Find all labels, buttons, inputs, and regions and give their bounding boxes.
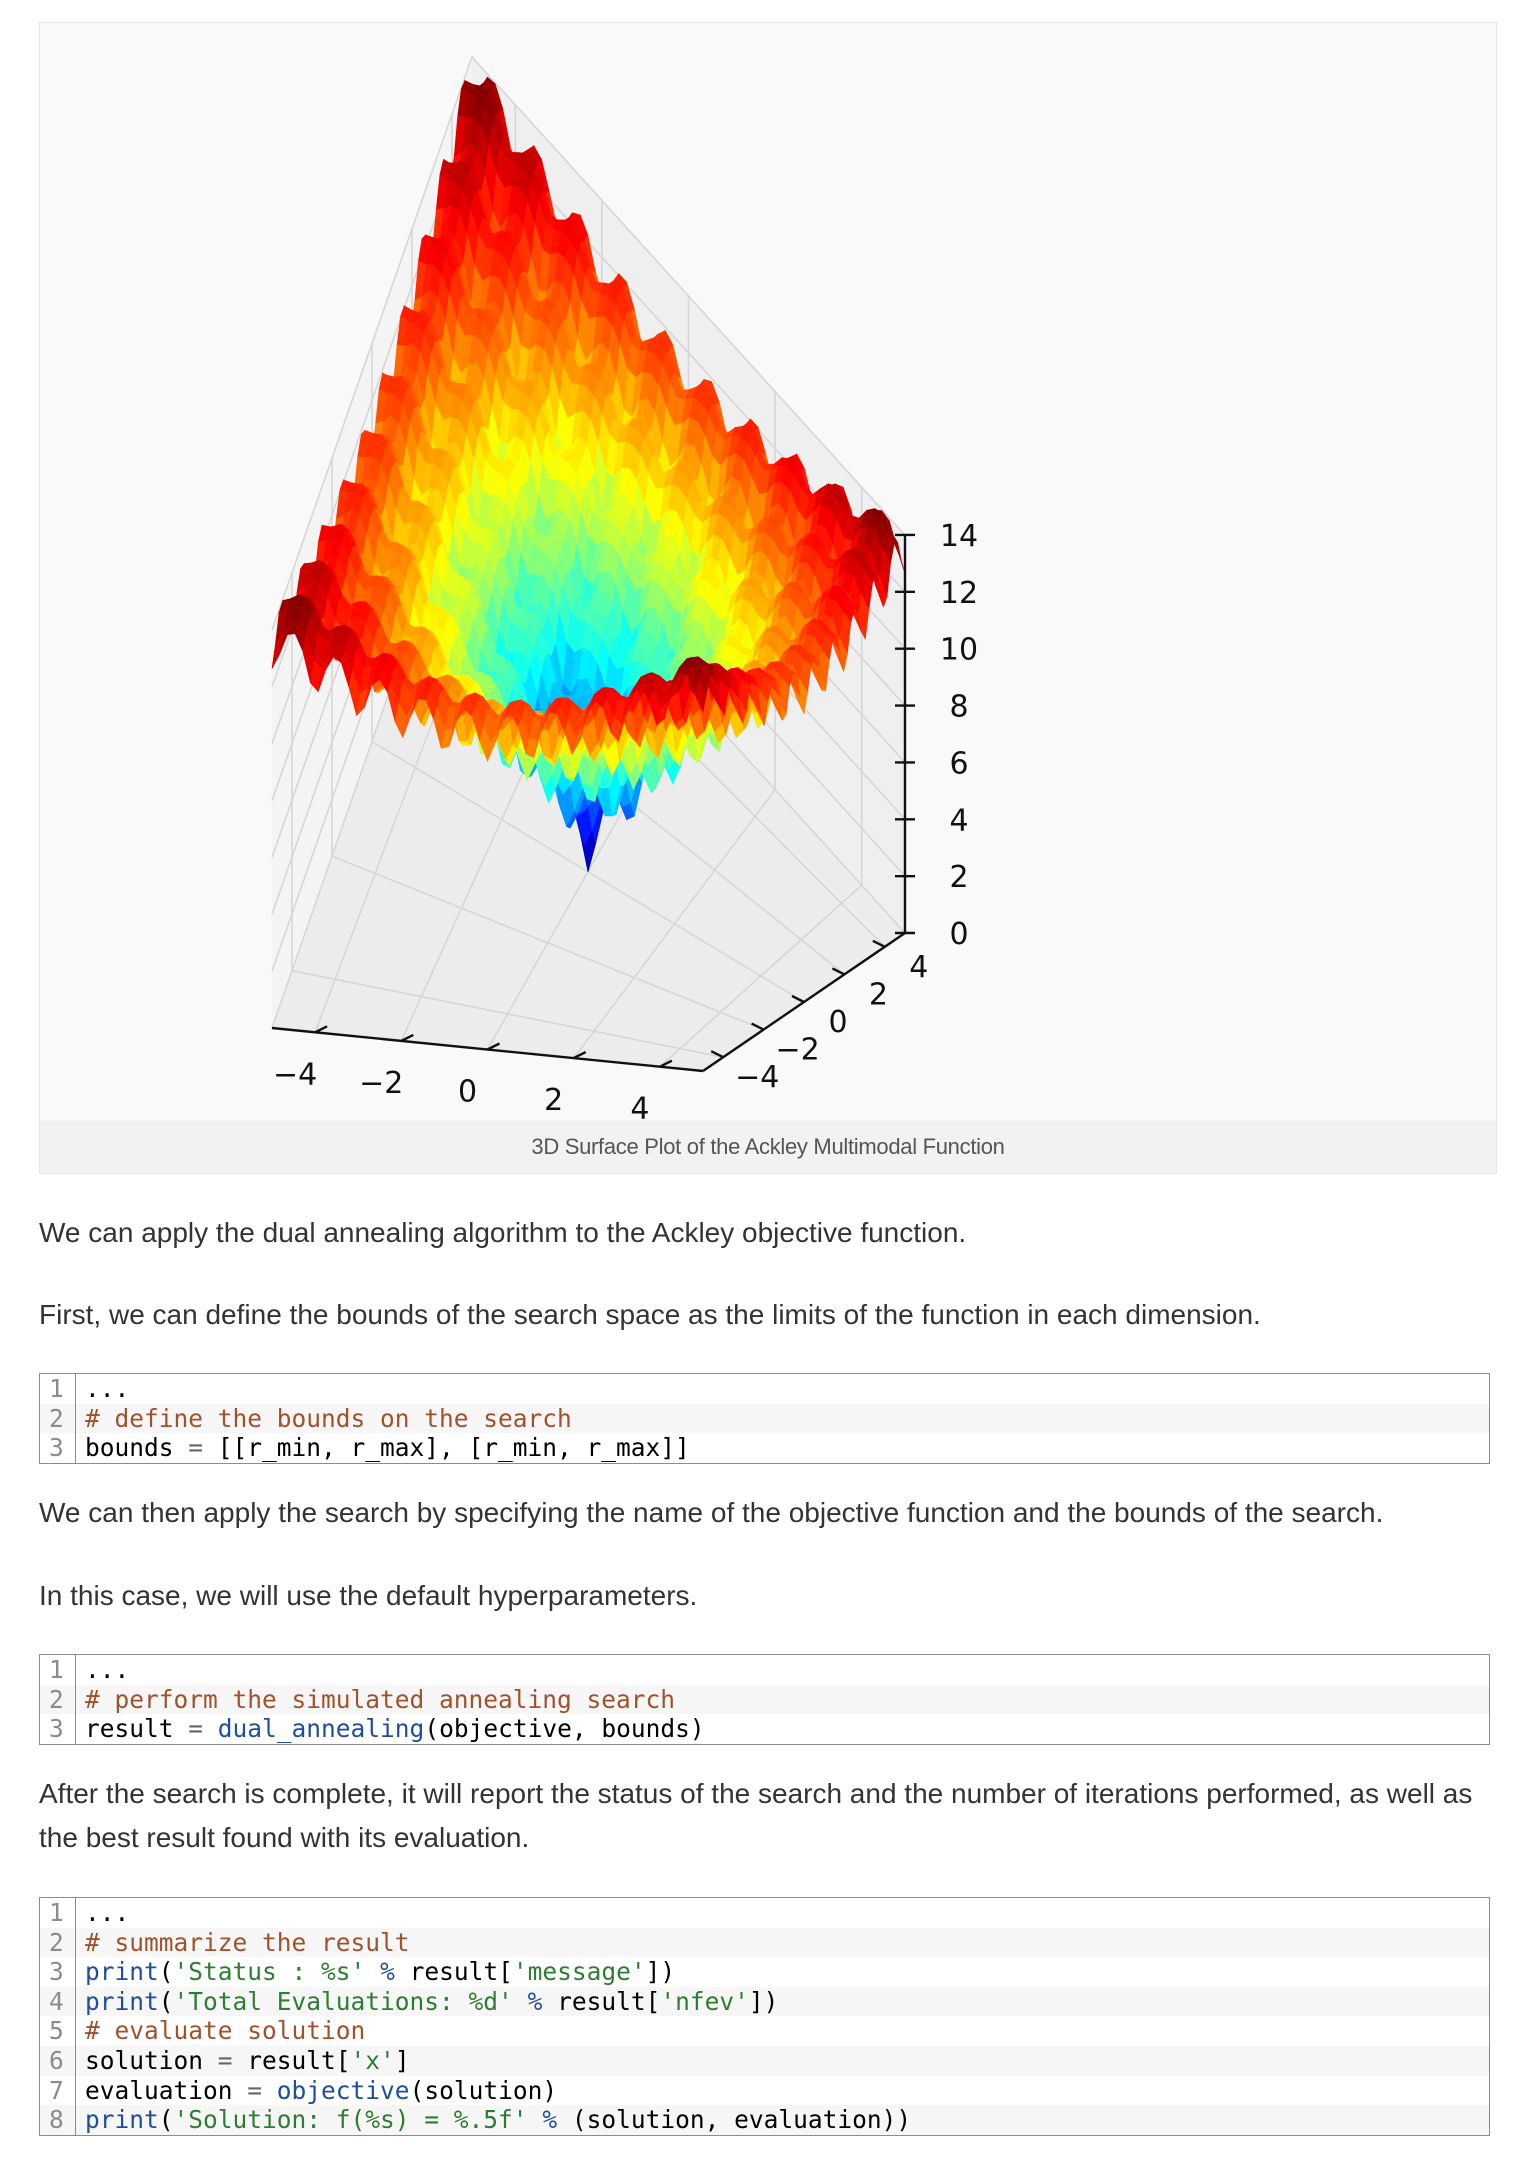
code-token: objective: [276, 2075, 410, 2105]
code-line: [40, 2046, 1489, 2076]
y-tick-label: 0: [828, 1005, 848, 1040]
code-token: result[: [232, 2045, 351, 2075]
code-line: [40, 2105, 1489, 2135]
code-token: (objective, bounds): [424, 1714, 705, 1744]
paragraph-3: We can then apply the search by specifying the name of the objective function and the bounds of the search.: [39, 1497, 1384, 1528]
line-number: 8: [40, 2105, 76, 2135]
code-token: =: [188, 1433, 204, 1463]
code-token: result[: [394, 1957, 513, 1987]
code-token: (: [158, 1986, 174, 2016]
line-number: 2: [40, 1928, 76, 1958]
x-tick-label: 4: [630, 1091, 650, 1121]
code-token: [528, 2105, 543, 2134]
code-token: bounds: [85, 1433, 189, 1463]
code-token: =: [188, 1714, 204, 1744]
z-tick-label: 4: [949, 803, 969, 839]
code-line: [40, 1957, 1489, 1987]
code-token: 'Status : %s': [173, 1957, 366, 1987]
code-token: print: [85, 1986, 159, 2016]
y-tick-label: 2: [868, 977, 888, 1013]
code-token: =: [217, 2045, 233, 2075]
code-token: (solution, evaluation)): [557, 2105, 912, 2135]
code-line: [40, 1374, 1489, 1404]
code-text: [76, 1714, 705, 1744]
line-number: 1: [40, 1655, 76, 1685]
code-token: (: [158, 1957, 174, 1987]
code-token: %: [542, 2105, 558, 2135]
code-token: solution: [85, 2045, 218, 2075]
code-token: print: [85, 1957, 159, 1987]
code-text: [76, 2076, 557, 2106]
code-text: [76, 2046, 410, 2076]
y-tick-label: −2: [775, 1032, 820, 1068]
code-line: [40, 1928, 1489, 1958]
code-block-bounds: [39, 1373, 1490, 1464]
code-line: [40, 1898, 1489, 1928]
code-token: (solution): [409, 2075, 558, 2105]
code-token: 'Total Evaluations: %d': [173, 1986, 513, 2016]
code-token: ]): [645, 1957, 676, 1987]
line-number: 3: [40, 1714, 76, 1744]
line-number: 1: [40, 1374, 76, 1404]
code-token: 'nfev': [660, 1986, 749, 2016]
code-token: evaluation: [85, 2075, 248, 2105]
paragraph-5: After the search is complete, it will report the status of the search and the number of iterations performed, as well as the best result found with its evaluation.: [39, 1778, 1473, 1853]
x-tick-label: 0: [457, 1074, 478, 1110]
code-token: 'Solution: f(%s) = %.5f': [173, 2105, 528, 2135]
figure: [39, 22, 1497, 1174]
z-tick-label: 0: [949, 917, 969, 952]
code-token: dual_annealing: [217, 1714, 425, 1744]
code-token: # perform the simulated annealing search: [85, 1684, 676, 1714]
code-line: [40, 1987, 1489, 2017]
y-tick-label: −4: [735, 1060, 780, 1096]
code-line: [40, 2016, 1489, 2046]
z-tick-label: 12: [939, 575, 979, 611]
code-token: [262, 2076, 277, 2105]
code-text: [76, 1987, 778, 2017]
code-token: result: [85, 1714, 189, 1744]
code-text: [76, 1928, 410, 1958]
code-token: ...: [85, 1655, 130, 1684]
code-text: [76, 1898, 129, 1928]
paragraph-1: We can apply the dual annealing algorithm to the Ackley objective function.: [39, 1217, 967, 1248]
code-token: (: [158, 2105, 174, 2135]
code-token: %: [380, 1957, 395, 1987]
code-block-summary: [39, 1897, 1490, 2136]
code-line: [40, 1714, 1489, 1744]
line-number: 2: [40, 1685, 76, 1715]
line-number: 2: [40, 1404, 76, 1434]
code-text: [76, 2105, 911, 2135]
x-tick-label: 2: [544, 1083, 564, 1119]
code-line: [40, 1685, 1489, 1715]
paragraph-4: In this case, we will use the default hyperparameters.: [39, 1580, 698, 1611]
line-number: 3: [40, 1957, 76, 1987]
code-token: ...: [85, 1374, 130, 1403]
z-tick-label: 6: [949, 746, 969, 782]
code-token: 'x': [350, 2045, 395, 2075]
code-line: [40, 1433, 1489, 1463]
code-token: ]): [748, 1986, 779, 2016]
code-token: # define the bounds on the search: [85, 1403, 572, 1433]
line-number: 4: [40, 1987, 76, 2017]
code-token: ...: [85, 1898, 130, 1927]
code-line: [40, 1655, 1489, 1685]
code-text: [76, 1433, 690, 1463]
line-number: 6: [40, 2046, 76, 2076]
code-text: [76, 2016, 365, 2046]
z-tick-label: 14: [939, 518, 979, 554]
code-token: %: [527, 1986, 543, 2016]
code-token: =: [247, 2075, 263, 2105]
line-number: 5: [40, 2016, 76, 2046]
z-tick-label: 2: [949, 860, 969, 896]
z-tick-label: 8: [949, 689, 969, 725]
code-token: result[: [542, 1986, 661, 2016]
ackley-surface-plot: [40, 23, 1496, 1121]
code-text: [76, 1374, 129, 1404]
code-text: [76, 1404, 572, 1434]
code-token: # summarize the result: [85, 1927, 410, 1957]
code-token: ]: [394, 2045, 410, 2075]
code-token: print: [85, 2105, 159, 2135]
code-text: [76, 1957, 675, 1987]
code-text: [76, 1685, 675, 1715]
y-tick-label: 4: [909, 949, 929, 985]
code-line: [40, 1404, 1489, 1434]
line-number: 3: [40, 1433, 76, 1463]
code-line: [40, 2076, 1489, 2106]
code-token: [513, 1987, 528, 2016]
x-tick-label: −4: [272, 1057, 318, 1093]
paragraph-2: First, we can define the bounds of the search space as the limits of the function in each dimension.: [39, 1299, 1261, 1330]
line-number: 7: [40, 2076, 76, 2106]
figure-caption: 3D Surface Plot of the Ackley Multimodal Function: [40, 1121, 1496, 1173]
code-token: # evaluate solution: [85, 2016, 366, 2046]
code-token: [203, 1714, 218, 1743]
z-tick-label: 10: [939, 632, 979, 668]
code-block-search: [39, 1654, 1490, 1745]
code-text: [76, 1655, 129, 1685]
code-token: [365, 1957, 380, 1986]
code-token: 'message': [512, 1957, 646, 1987]
code-token: [[r_min, r_max], [r_min, r_max]]: [203, 1433, 690, 1463]
line-number: 1: [40, 1898, 76, 1928]
x-tick-label: −2: [359, 1065, 404, 1101]
